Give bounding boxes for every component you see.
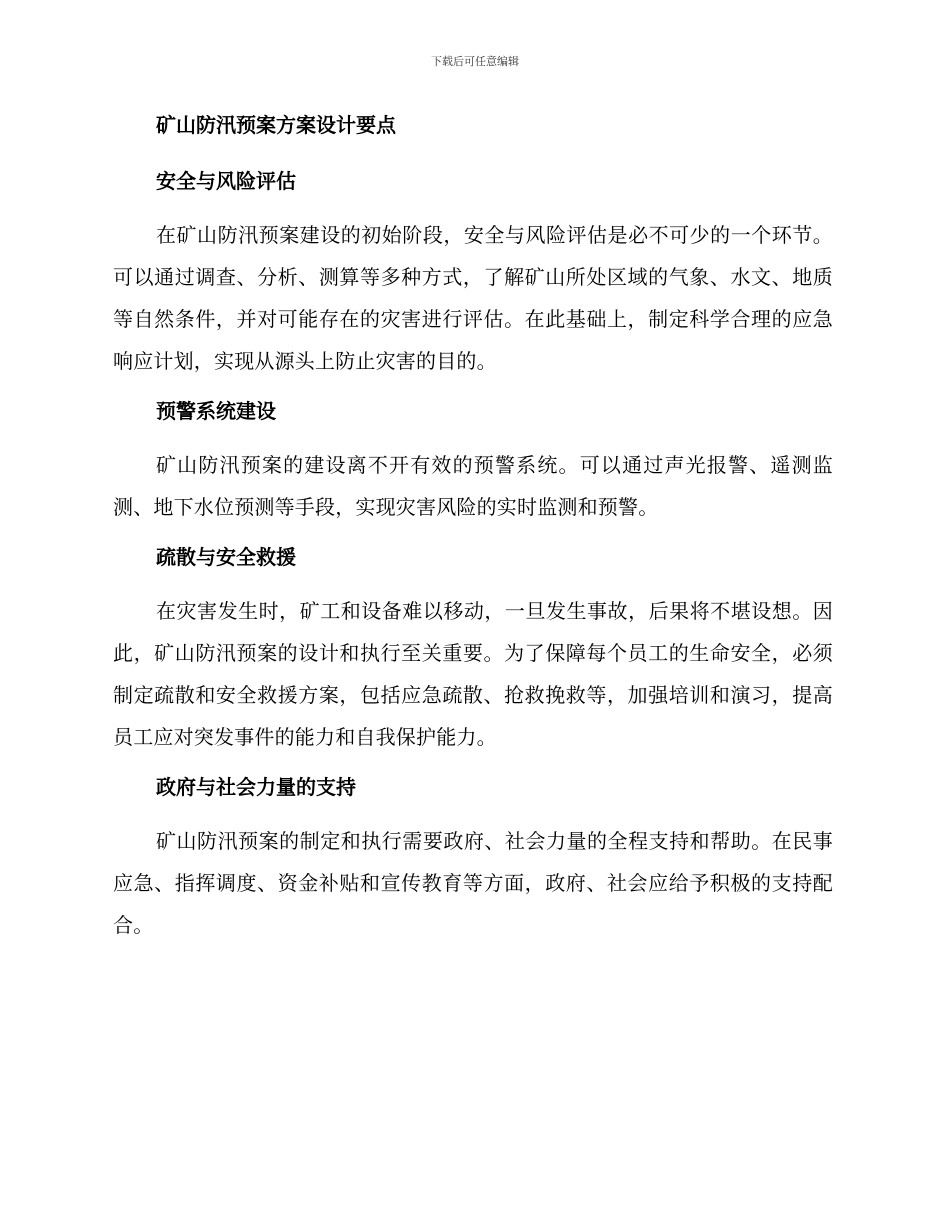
- document-title: 矿山防汛预案方案设计要点: [156, 113, 396, 137]
- section-paragraph-evacuation-rescue: 在灾害发生时，矿工和设备难以移动，一旦发生事故，后果将不堪设想。因此，矿山防汛预案的设计和执行至关重要。为了保障每个员工的生命安全，必须制定疏散和安全救援方案，包括应急疏散、抢救挽救等，加强培训和演习，提高员工应对突发事件的能力和自我保护能力。: [113, 599, 833, 749]
- section-paragraph-government-support: 矿山防汛预案的制定和执行需要政府、社会力量的全程支持和帮助。在民事应急、指挥调度、资金补贴和宣传教育等方面，政府、社会应给予积极的支持配合。: [113, 829, 833, 937]
- section-paragraph-risk-assessment: 在矿山防汛预案建设的初始阶段，安全与风险评估是必不可少的一个环节。可以通过调查、分析、测算等多种方式，了解矿山所处区域的气象、水文、地质等自然条件，并对可能存在的灾害进行评估。在此基础上，制定科学合理的应急响应计划，实现从源头上防止灾害的目的。: [113, 223, 833, 373]
- section-paragraph-warning-system: 矿山防汛预案的建设离不开有效的预警系统。可以通过声光报警、遥测监测、地下水位预测等手段，实现灾害风险的实时监测和预警。: [113, 453, 833, 519]
- header-note: 下载后可任意编辑: [431, 55, 519, 68]
- section-heading-warning-system: 预警系统建设: [156, 399, 276, 423]
- section-heading-risk-assessment: 安全与风险评估: [156, 169, 296, 193]
- section-heading-evacuation-rescue: 疏散与安全救援: [156, 545, 296, 569]
- section-heading-government-support: 政府与社会力量的支持: [156, 775, 356, 799]
- document-body: [113, 108, 833, 958]
